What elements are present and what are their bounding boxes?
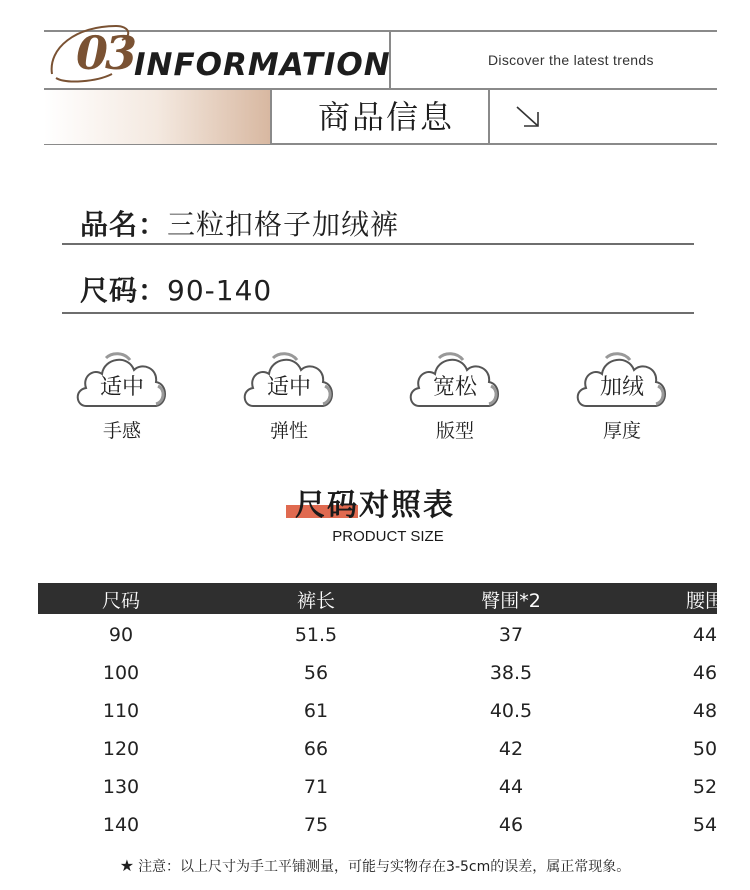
header-cell: 尺码 (101, 590, 140, 612)
feature-item (72, 346, 172, 446)
product-name-row (80, 203, 399, 243)
feature-item (405, 346, 505, 446)
table-row (38, 731, 717, 769)
table-cell: 130 (102, 776, 140, 798)
feature-value: 适中 (266, 375, 311, 400)
table-header (38, 583, 724, 614)
table-row (38, 807, 717, 845)
header-divider-3 (488, 88, 490, 144)
table-cell: 46 (498, 814, 524, 836)
section-number: 03 (76, 26, 135, 80)
table-cell: 44 (498, 776, 524, 798)
header-tagline: Discover the latest trends (488, 52, 654, 68)
feature-item (239, 346, 339, 446)
table-cell: 90 (108, 624, 134, 646)
table-cell: 37 (498, 624, 524, 646)
product-size-row (80, 269, 272, 309)
feature-value: 加绒 (599, 375, 644, 400)
table-cell: 51.5 (294, 624, 338, 646)
header-cell: 臀围*2 (481, 590, 541, 612)
table-cell: 50 (692, 738, 718, 760)
table-cell: 40.5 (489, 700, 533, 722)
table-cell: 71 (303, 776, 329, 798)
table-cell: 140 (102, 814, 140, 836)
table-cell: 48 (692, 700, 718, 722)
table-cell: 38.5 (489, 662, 533, 684)
measurement-note (0, 856, 750, 876)
table-cell: 56 (303, 662, 329, 684)
table-cell: 75 (303, 814, 329, 836)
table-cell: 100 (102, 662, 140, 684)
feature-label: 版型 (435, 420, 474, 442)
header-cell: 裤长 (296, 590, 335, 612)
product-name-value: 三粒扣格子加绒裤 (167, 208, 400, 241)
table-cell: 61 (303, 700, 329, 722)
product-size-rule (62, 312, 694, 314)
table-cell: 44 (692, 624, 718, 646)
section-title: INFORMATION (134, 47, 391, 83)
feature-item (572, 346, 672, 446)
table-cell: 46 (692, 662, 718, 684)
header-cell: 腰围 (685, 590, 724, 612)
product-size-label: 尺码： (80, 274, 168, 307)
feature-label: 手感 (102, 420, 141, 442)
header-top-rule (44, 30, 717, 32)
section-cn-title: 商品信息 (318, 98, 455, 136)
product-size-value: 90-140 (167, 274, 273, 307)
table-cell: 120 (102, 738, 140, 760)
table-cell: 52 (692, 776, 718, 798)
table-cell: 66 (303, 738, 329, 760)
size-chart-title: 尺码对照表 (295, 488, 455, 523)
feature-label: 弹性 (269, 420, 308, 442)
table-row (38, 617, 717, 655)
table-row (38, 655, 717, 693)
table-row (38, 769, 717, 807)
feature-label: 厚度 (602, 420, 641, 442)
table-cell: 110 (102, 700, 140, 722)
table-cell: 54 (692, 814, 718, 836)
size-chart-subtitle: PRODUCT SIZE (332, 528, 444, 545)
product-name-rule (62, 243, 694, 245)
arrow-down-right-icon (514, 104, 544, 130)
product-name-label: 品名： (80, 208, 168, 241)
header-divider-2 (270, 88, 272, 144)
feature-value: 宽松 (432, 375, 477, 400)
gradient-decoration (44, 90, 270, 144)
table-row (38, 693, 717, 731)
note-text: 注意：以上尺寸为手工平铺测量，可能与实物存在3-5cm的误差，属正常现象。 (138, 859, 631, 875)
star-icon: ★ (119, 856, 135, 875)
feature-value: 适中 (99, 375, 144, 400)
table-cell: 42 (498, 738, 524, 760)
